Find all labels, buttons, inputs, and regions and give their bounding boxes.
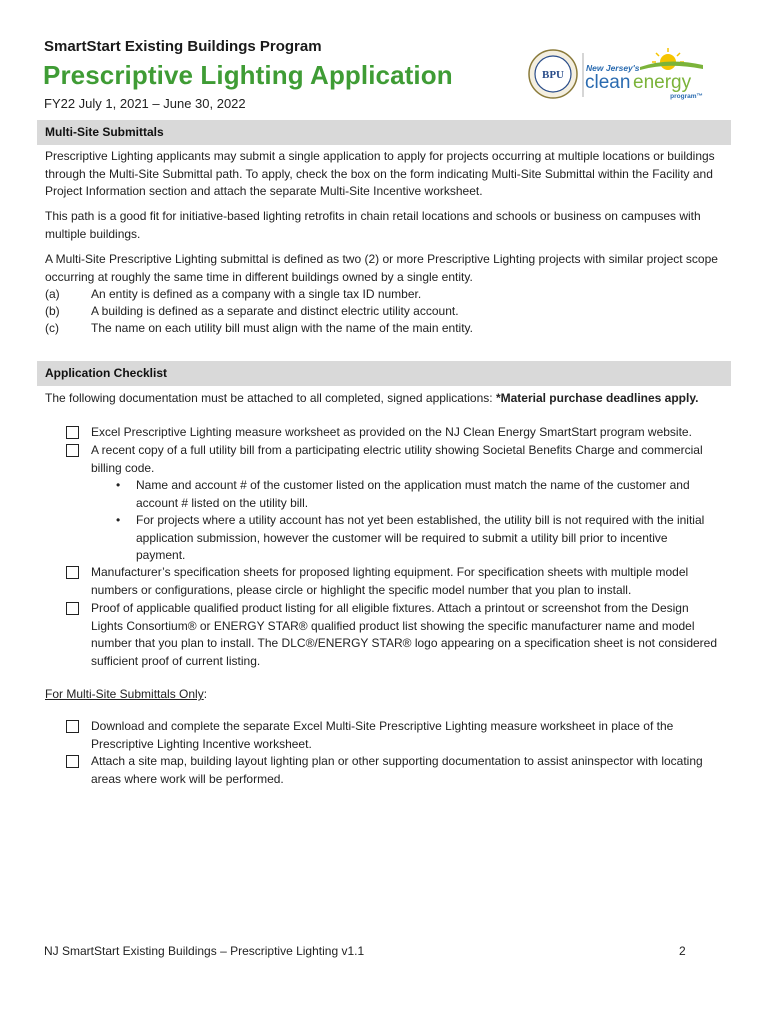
definition-label: (c): [45, 321, 59, 335]
bullet-icon: •: [116, 478, 121, 492]
page-number: 2: [679, 944, 686, 958]
checklist-item-text: Excel Prescriptive Lighting measure worksheet as provided on the NJ Clean Energy SmartStart program website.: [91, 425, 692, 439]
definition-text: The name on each utility bill must align with the name of the main entity.: [91, 321, 473, 335]
checkbox[interactable]: [66, 444, 79, 457]
checklist-item-text: Download and complete the separate Excel Multi-Site Prescriptive Lighting measure worksheet in place of the Prescriptive Lighting Incentive worksheet.: [91, 719, 674, 751]
material-deadline-note: *Material purchase deadlines apply.: [495, 391, 699, 405]
definition-text: A building is defined as a separate and distinct electric utility account.: [91, 304, 459, 318]
svg-text:program™: program™: [670, 93, 703, 100]
definition-label: (a): [45, 287, 60, 301]
bullet-icon: •: [116, 513, 121, 527]
checkbox[interactable]: [66, 755, 79, 768]
checklist-intro: [45, 390, 710, 408]
multisite-paragraph-2: This path is a good fit for initiative-based lighting retrofits in chain retail locations and schools or business on campuses with multiple buildings.: [45, 209, 701, 241]
multisite-paragraph-3: A Multi-Site Prescriptive Lighting submittal is defined as two (2) or more Prescriptive Lighting projects with similar project scope occurring at roughly the same time in different buildings owned by a single entity.: [45, 252, 718, 284]
checkbox[interactable]: [66, 720, 79, 733]
clean-energy-logo: [528, 45, 713, 103]
bullet-text: For projects where a utility account has not yet been established, the utility bill is not required with the initial application submission, however the customer will be required to submit a utility bill prior to incentive payment.: [136, 513, 705, 562]
multisite-paragraph-1: Prescriptive Lighting applicants may submit a single application to apply for projects occurring at multiple locations or buildings through the Multi-Site Submittal path. To apply, check the box on the form indicating Multi-Site Submittal within the Facility and Project Information section and attach the separate Multi-Site Incentive worksheet.: [45, 149, 715, 198]
multisite-section-header: Multi-Site Submittals: [37, 120, 731, 145]
svg-text:energy: energy: [633, 72, 692, 93]
checklist-intro-text: The following documentation must be attached to all completed, signed applications:: [45, 391, 496, 405]
fiscal-year: FY22 July 1, 2021 – June 30, 2022: [44, 96, 246, 111]
bullet-text: Name and account # of the customer listed on the application must match the name of the customer and account # listed on the utility bill.: [136, 478, 690, 510]
checklist-section-header: Application Checklist: [37, 361, 731, 386]
checklist-item-text: Attach a site map, building layout lighting plan or other supporting documentation to assist aninspector with locating areas where work will be performed.: [91, 754, 703, 786]
multisite-only-label-text: For Multi-Site Submittals Only: [45, 687, 204, 701]
multisite-only-colon: :: [203, 687, 208, 701]
page-title: Prescriptive Lighting Application: [43, 60, 453, 90]
svg-text:New Jersey's: New Jersey's: [586, 63, 640, 73]
definition-text: An entity is defined as a company with a single tax ID number.: [91, 287, 422, 301]
footer-text: NJ SmartStart Existing Buildings – Prescriptive Lighting v1.1: [44, 944, 365, 958]
definition-label: (b): [45, 304, 60, 318]
checkbox[interactable]: [66, 566, 79, 579]
checklist-item-text: Proof of applicable qualified product listing for all eligible fixtures. Attach a printout or screenshot from the Design Lights Consortium® or ENERGY STAR® qualified product list showing the specific manufacturer name and model number that you plan to install. The DLC®/ENERGY STAR® logo appearing on a specification sheet is not considered sufficient proof of current listing.: [91, 601, 718, 668]
checklist-item-text: Manufacturer’s specification sheets for proposed lighting equipment. For specification sheets with multiple model numbers or configurations, please circle or highlight the specific model number that you plan to install.: [91, 565, 689, 597]
checkbox[interactable]: [66, 426, 79, 439]
program-name: SmartStart Existing Buildings Program: [44, 38, 322, 55]
svg-text:clean: clean: [585, 72, 631, 93]
checklist-item-text: A recent copy of a full utility bill from a participating electric utility showing Societal Benefits Charge and commercial billing code.: [91, 443, 703, 475]
multisite-only-label: [45, 686, 725, 704]
svg-text:BPU: BPU: [542, 69, 564, 81]
checkbox[interactable]: [66, 602, 79, 615]
